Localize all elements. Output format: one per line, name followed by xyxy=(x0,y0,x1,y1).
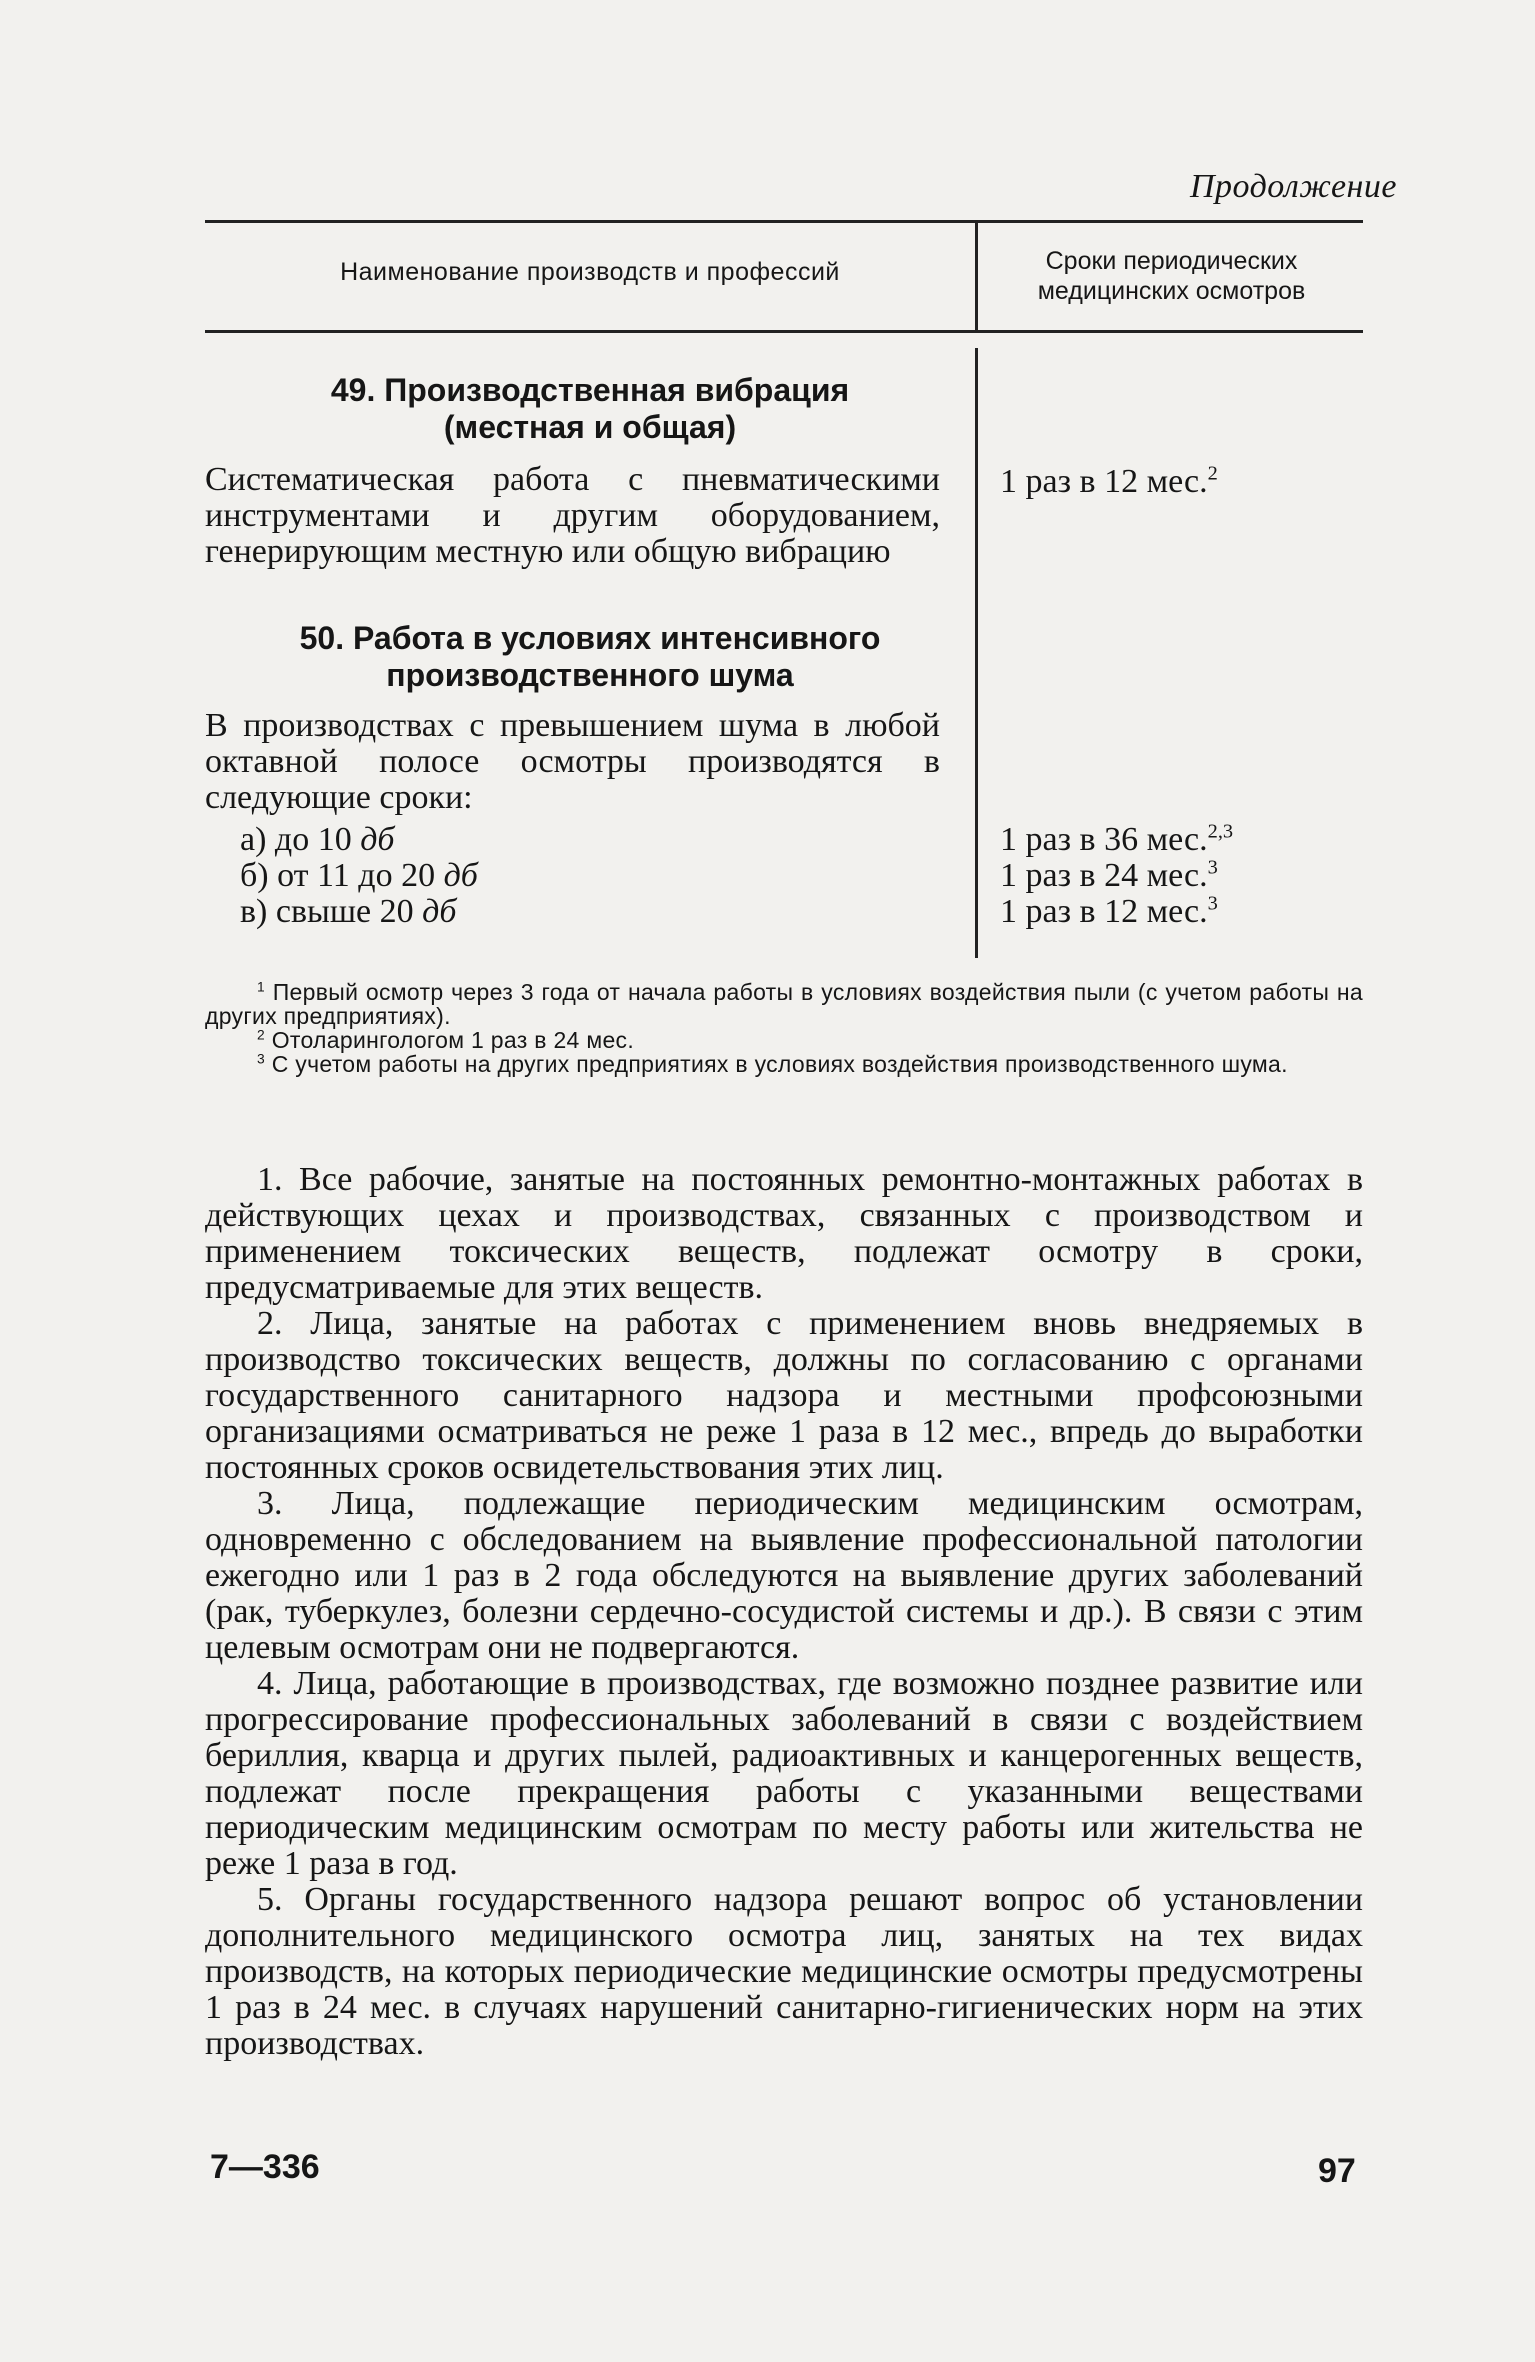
footnote-3 xyxy=(205,1052,1363,1076)
noise-term-value: 1 раз в 36 мес. xyxy=(1000,821,1208,858)
noise-item-unit: дб xyxy=(422,893,457,930)
section-49-subtitle: (местная и общая) xyxy=(443,409,737,445)
footnotes xyxy=(205,980,1363,1076)
main-text xyxy=(205,1162,1363,2062)
noise-item-unit: дб xyxy=(360,821,395,858)
paragraph-3: 3. Лица, подлежащие периодическим медицинским осмотрам, одновременно с обследованием на выявление профессиональной патологии ежегодно или 1 раз в 2 года обследуются на выявление других заболеваний (рак, туберкулез, болезни сердечно-сосудистой системы и др.). В связи с этим целевым осмотрам они не подвергаются. xyxy=(205,1485,1363,1666)
noise-item-label: а) до 10 xyxy=(240,821,352,858)
printer-signature: 7—336 xyxy=(210,2148,320,2186)
noise-item-unit: дб xyxy=(443,857,478,894)
noise-term-a xyxy=(1000,822,1233,858)
paragraph-4: 4. Лица, работающие в производствах, где возможно позднее развитие или прогрессирование профессиональных заболеваний в связи с воздействием бериллия, кварца и других пылей, радиоактивных и канцерогенных веществ, подлежат после прекращения работы с указанными веществами периодическим медицинским осмотрам по месту работы или жительства не реже 1 раза в год. xyxy=(205,1665,1363,1882)
column-divider-header xyxy=(975,222,978,330)
column-header-terms xyxy=(980,246,1363,306)
continuation-label: Продолжение xyxy=(1190,168,1398,205)
table-header-rule xyxy=(205,330,1363,333)
footnote-mark: 3 xyxy=(257,1051,265,1067)
column-header-production: Наименование производств и профессий xyxy=(340,258,840,286)
section-50-text: В производствах с превышением шума в любой октавной полосе осмотры производятся в следующие сроки: xyxy=(205,707,940,816)
section-49-text: Систематическая работа с пневматическими инструментами и другим оборудованием, генерирующим местную или общую вибрацию xyxy=(205,461,940,570)
section-49-title: 49. Производственная вибрация xyxy=(330,372,850,408)
noise-term-value: 1 раз в 12 мес. xyxy=(1000,893,1208,930)
noise-term-c xyxy=(1000,894,1218,930)
section-50-subtitle: производственного шума xyxy=(386,657,794,693)
footnote-mark: 2 xyxy=(257,1027,265,1043)
footnote-1 xyxy=(205,980,1363,1028)
table-top-rule xyxy=(205,220,1363,223)
footnote-text: С учетом работы на других предприятиях в условиях воздействия производственного шума. xyxy=(271,1051,1288,1077)
paragraph-5: 5. Органы государственного надзора решают вопрос об установлении дополнительного медицинского осмотра лиц, занятых на тех видах производств, на которых периодические медицинские осмотры предусмотрены 1 раз в 24 мес. в случаях нарушений санитарно-гигиенических норм на этих производствах. xyxy=(205,1881,1363,2062)
column-header-terms-line2: медицинских осмотров xyxy=(1037,277,1306,305)
noise-term-ref: 3 xyxy=(1207,892,1218,915)
section-50-heading xyxy=(205,620,975,694)
noise-item-label: б) от 11 до 20 xyxy=(240,857,436,894)
footnote-2 xyxy=(205,1028,1363,1052)
noise-item-c xyxy=(240,894,456,930)
footnote-text: Отоларингологом 1 раз в 24 мес. xyxy=(271,1027,635,1053)
section-49-term-value: 1 раз в 12 мес. xyxy=(1000,463,1208,500)
section-49-term-ref: 2 xyxy=(1207,462,1218,485)
noise-item-a xyxy=(240,822,395,858)
footnote-text: Первый осмотр через 3 года от начала работы в условиях воздействия пыли (с учетом работы на других предприятиях). xyxy=(205,979,1363,1029)
noise-item-label: в) свыше 20 xyxy=(240,893,414,930)
noise-term-ref: 3 xyxy=(1207,856,1218,879)
noise-term-ref: 2,3 xyxy=(1207,820,1234,843)
noise-term-value: 1 раз в 24 мес. xyxy=(1000,857,1208,894)
section-49-term xyxy=(1000,464,1218,500)
paragraph-2: 2. Лица, занятые на работах с применением вновь внедряемых в производство токсических веществ, должны по согласованию с органами государственного санитарного надзора и местными профсоюзными организациями осматриваться не реже 1 раза в 12 мес., впредь до выработки постоянных сроков освидетельствования этих лиц. xyxy=(205,1305,1363,1486)
paragraph-1: 1. Все рабочие, занятые на постоянных ремонтно-монтажных работах в действующих цехах и производствах, связанных с производством и применением токсических веществ, подлежат осмотру в сроки, предусматриваемые для этих веществ. xyxy=(205,1161,1363,1306)
column-header-terms-line1: Сроки периодических xyxy=(1045,247,1298,275)
column-divider-body xyxy=(975,348,978,958)
page-number: 97 xyxy=(1318,2152,1356,2190)
section-50-title: 50. Работа в условиях интенсивного xyxy=(299,620,881,656)
footnote-mark: 1 xyxy=(257,979,265,995)
noise-item-b xyxy=(240,858,478,894)
noise-term-b xyxy=(1000,858,1218,894)
section-49-heading xyxy=(205,372,975,446)
